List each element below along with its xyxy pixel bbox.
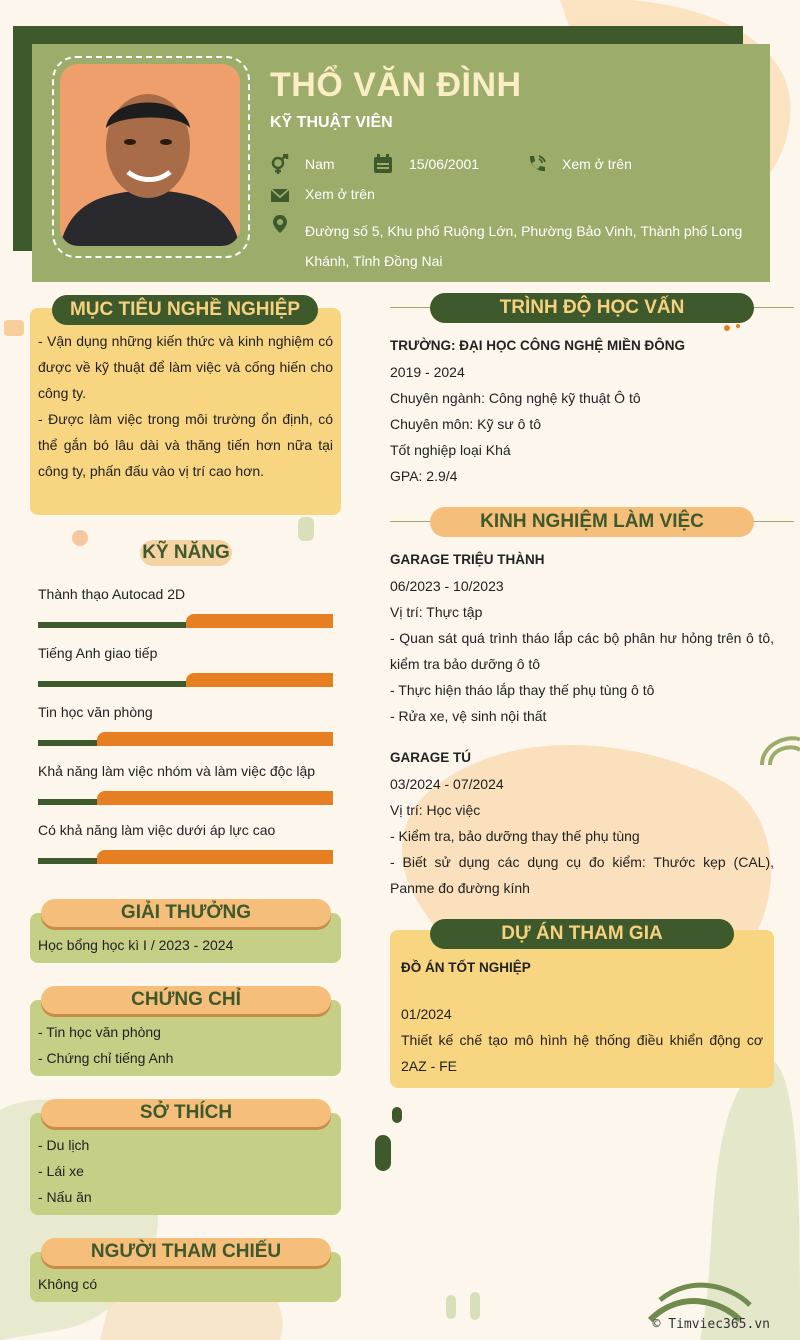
skill-label: Tiếng Anh giao tiếp [38, 645, 158, 661]
job-title: KỸ THUẬT VIÊN [270, 114, 393, 131]
project-content [401, 955, 763, 1079]
dob-value: 15/06/2001 [409, 156, 480, 172]
awards-title: GIẢI THƯỞNG [41, 899, 331, 927]
job-role: Vị trí: Học việc [390, 802, 481, 818]
skill-bar-fill [186, 614, 334, 628]
education-content [390, 333, 784, 489]
cert-item: - Chứng chỉ tiếng Anh [38, 1050, 174, 1066]
hobby-item: - Du lịch [38, 1137, 90, 1153]
hobbies-list [38, 1132, 92, 1210]
experience-job-2 [390, 745, 774, 901]
school-name: TRƯỜNG: ĐẠI HỌC CÔNG NGHỆ MIỀN ĐÔNG [390, 338, 685, 353]
project-name: ĐỒ ÁN TỐT NGHIỆP [401, 960, 531, 975]
candidate-name: THỔ VĂN ĐÌNH [270, 66, 522, 104]
skill-bar [38, 740, 333, 746]
education-title: TRÌNH ĐỘ HỌC VẤN [430, 293, 754, 323]
address-value: Đường số 5, Khu phố Ruộng Lớn, Phường Bảo Vinh, Thành phố Long Khánh, Tỉnh Đồng Nai [305, 223, 743, 269]
cert-item: - Tin học văn phòng [38, 1024, 161, 1040]
experience-title: KINH NGHIỆM LÀM VIỆC [430, 507, 754, 537]
certs-title: CHỨNG CHỈ [41, 986, 331, 1014]
skill-label: Khả năng làm việc nhóm và làm việc độc lập [38, 763, 316, 779]
skill-bar [38, 622, 333, 628]
phone-value: Xem ở trên [562, 156, 632, 172]
job-period: 06/2023 - 10/2023 [390, 578, 504, 594]
job-desc: - Biết sử dụng các dụng cụ đo kiểm: Thước kẹp (CAL), Panme đo đường kính [390, 854, 774, 896]
email-value: Xem ở trên [305, 186, 375, 202]
edu-gpa: GPA: 2.9/4 [390, 468, 458, 484]
hobby-item: - Nấu ăn [38, 1189, 92, 1205]
company-name: GARAGE TÚ [390, 750, 471, 765]
edu-specialty: Chuyên môn: Kỹ sư ô tô [390, 416, 541, 432]
avatar [60, 64, 240, 246]
skill-label: Thành thạo Autocad 2D [38, 586, 186, 602]
skill-label: Tin học văn phòng [38, 704, 153, 720]
edu-major: Chuyên ngành: Công nghệ kỹ thuật Ô tô [390, 390, 641, 406]
objective-title: MỤC TIÊU NGHỀ NGHIỆP [52, 295, 318, 325]
skills-title: KỸ NĂNG [140, 540, 232, 566]
skill-bar-fill [186, 673, 334, 687]
skill-bar [38, 858, 333, 864]
email-icon [270, 185, 290, 205]
calendar-icon [373, 154, 393, 174]
job-desc: - Kiểm tra, bảo dưỡng thay thế phụ tùng [390, 828, 640, 844]
objective-text: - Vận dụng những kiến thức và kinh nghiệm có được về kỹ thuật để làm việc và cống hiến cho công ty. - Được làm việc trong môi trường ổn định, có thể gắn bó lâu dài và thăng tiến hơn nữa tại công ty, phấn đấu vào vị trí cao hơn. [38, 333, 333, 479]
gender-icon [270, 154, 290, 174]
edu-years: 2019 - 2024 [390, 364, 465, 380]
skill-label: Có khả năng làm việc dưới áp lực cao [38, 822, 276, 838]
job-desc: - Quan sát quá trình tháo lắp các bộ phân hư hỏng trên ô tô, kiểm tra bảo dưỡng ô tô [390, 630, 774, 672]
phone-icon [527, 154, 547, 174]
skill-bar-fill [97, 732, 333, 746]
references-item: Không có [38, 1276, 98, 1292]
project-date: 01/2024 [401, 1006, 452, 1022]
skill-bar-fill [97, 850, 333, 864]
experience-job-1 [390, 547, 774, 729]
award-item: Học bổng học kì I / 2023 - 2024 [38, 937, 234, 953]
job-desc: - Thực hiện tháo lắp thay thế phụ tùng ô tô [390, 682, 655, 698]
certs-list [38, 1019, 173, 1071]
job-desc: - Rửa xe, vệ sinh nội thất [390, 708, 547, 724]
location-icon [270, 214, 290, 234]
edu-grade: Tốt nghiệp loại Khá [390, 442, 511, 458]
hobby-item: - Lái xe [38, 1163, 84, 1179]
skill-bar [38, 799, 333, 805]
hobbies-title: SỞ THÍCH [41, 1099, 331, 1127]
references-title: NGƯỜI THAM CHIẾU [41, 1238, 331, 1266]
footer-watermark: © Timviec365.vn [652, 1317, 770, 1332]
job-role: Vị trí: Thực tập [390, 604, 483, 620]
projects-title: DỰ ÁN THAM GIA [430, 919, 734, 949]
job-period: 03/2024 - 07/2024 [390, 776, 504, 792]
company-name: GARAGE TRIỆU THÀNH [390, 552, 545, 567]
skill-bar [38, 681, 333, 687]
skill-bar-fill [97, 791, 333, 805]
project-desc: Thiết kế chế tạo mô hình hệ thống điều khiển động cơ 2AZ - FE [401, 1032, 763, 1074]
gender-value: Nam [305, 156, 335, 172]
